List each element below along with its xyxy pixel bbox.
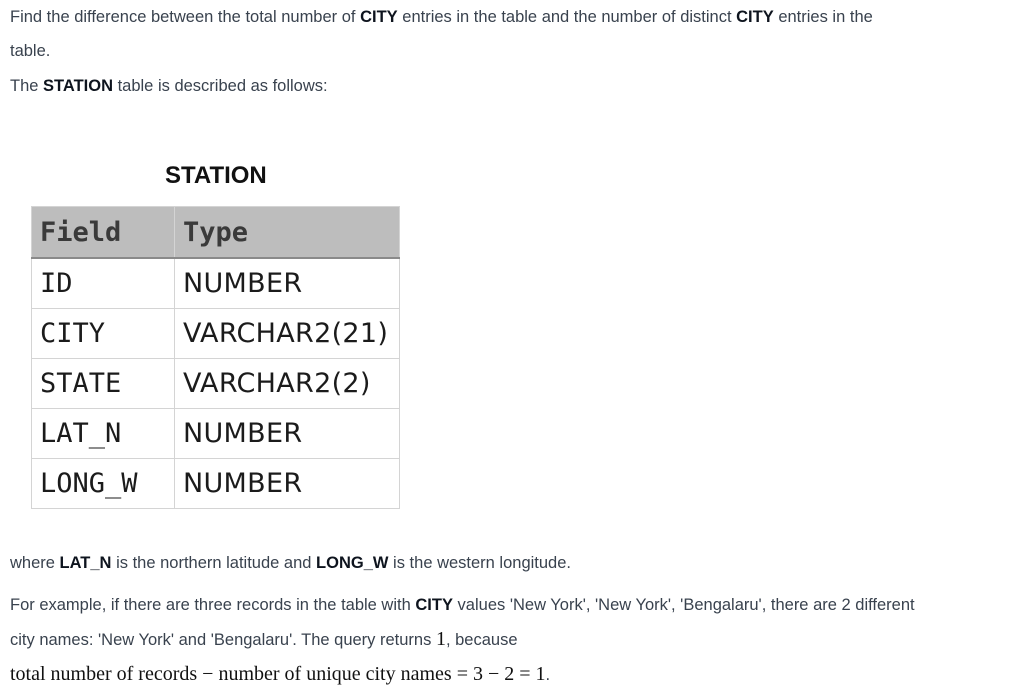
- city-keyword: CITY: [736, 8, 774, 26]
- city-keyword: CITY: [360, 8, 398, 26]
- example-line-1: [10, 588, 915, 622]
- formula: total number of records − number of unique city names = 3 − 2 = 1: [10, 663, 546, 685]
- statement-text: Find the difference between the total number of: [10, 8, 361, 26]
- formula-period: .: [545, 666, 551, 684]
- table-row: [32, 359, 400, 409]
- type-cell: VARCHAR2(21): [175, 309, 400, 359]
- example-text: city names: 'New York' and 'Bengalaru'. The query returns: [10, 631, 436, 649]
- table-row: [32, 409, 400, 459]
- example-text: For example, if there are three records in the table with: [10, 596, 416, 614]
- header-field: Field: [32, 207, 175, 259]
- statement-text: entries in the table and the number of distinct: [397, 8, 737, 26]
- explanation-text: is the western longitude.: [388, 554, 571, 572]
- table-row: [32, 459, 400, 509]
- example-paragraph: [10, 588, 915, 692]
- table-row: [32, 258, 400, 309]
- city-keyword: CITY: [415, 596, 453, 614]
- long-w-keyword: LONG_W: [316, 554, 389, 572]
- type-cell: VARCHAR2(2): [175, 359, 400, 409]
- table-description: [10, 69, 328, 103]
- field-cell: LAT_N: [32, 409, 175, 459]
- field-cell: STATE: [32, 359, 175, 409]
- header-type: Type: [175, 207, 400, 259]
- explanation-text: is the northern latitude and: [111, 554, 317, 572]
- description-text: The: [10, 77, 44, 95]
- example-line-2: [10, 622, 915, 657]
- statement-line-2: table.: [10, 42, 51, 60]
- result-value: 1: [435, 628, 446, 650]
- table-row: [32, 309, 400, 359]
- field-cell: CITY: [32, 309, 175, 359]
- example-text: , because: [445, 631, 518, 649]
- formula-line: [10, 657, 915, 692]
- column-explanation: [10, 546, 571, 580]
- station-keyword: STATION: [43, 77, 113, 95]
- statement-text: entries in the: [773, 8, 873, 26]
- type-cell: NUMBER: [175, 258, 400, 309]
- type-cell: NUMBER: [175, 409, 400, 459]
- statement-line-1: [10, 0, 873, 34]
- example-text: values 'New York', 'New York', 'Bengalaru', there are 2 different: [452, 596, 915, 614]
- explanation-text: where: [10, 554, 60, 572]
- description-text: table is described as follows:: [113, 77, 328, 95]
- station-schema-table: [31, 206, 400, 509]
- lat-n-keyword: LAT_N: [59, 554, 112, 572]
- field-cell: LONG_W: [32, 459, 175, 509]
- table-caption: STATION: [165, 162, 267, 189]
- problem-statement: [10, 0, 873, 68]
- table-header-row: [32, 207, 400, 259]
- field-cell: ID: [32, 258, 175, 309]
- type-cell: NUMBER: [175, 459, 400, 509]
